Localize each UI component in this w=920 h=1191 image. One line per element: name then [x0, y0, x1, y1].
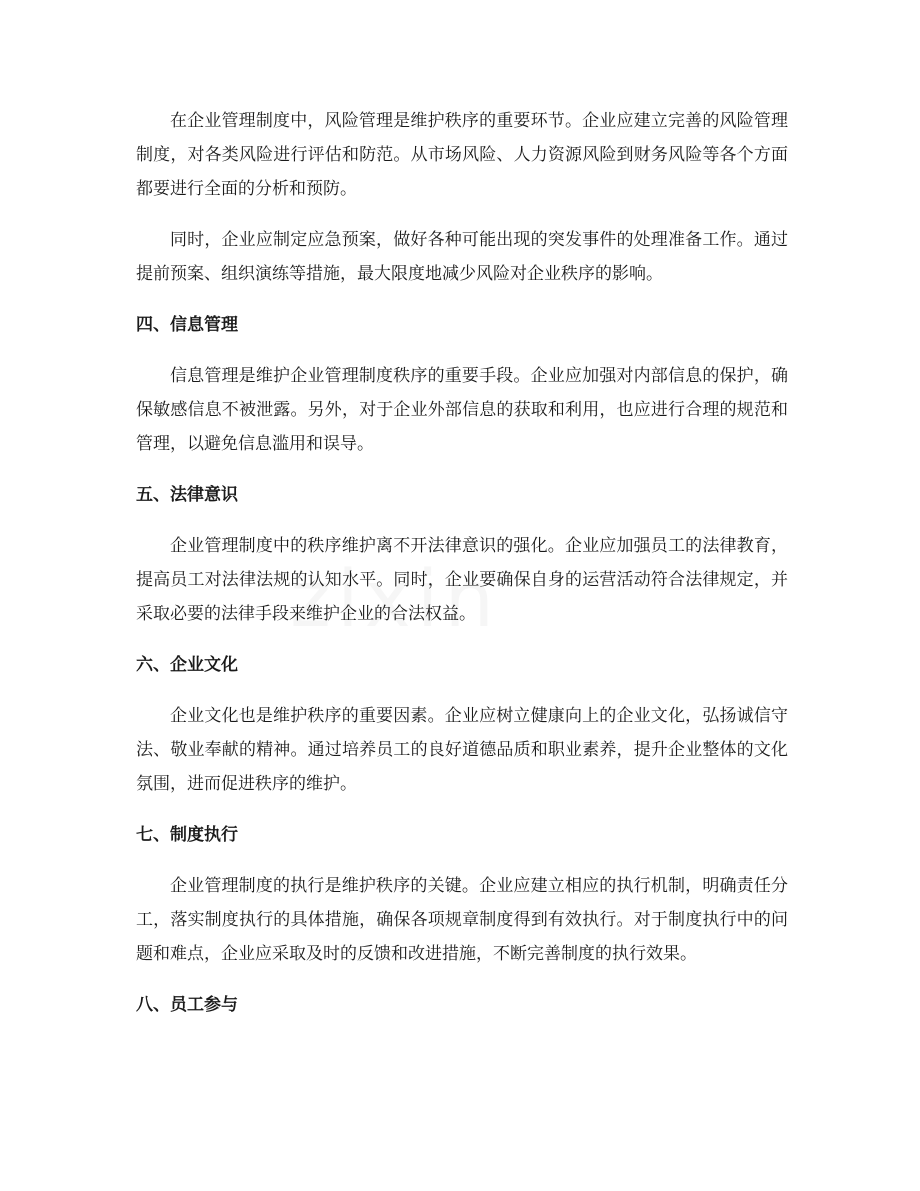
paragraph-legal-awareness: 企业管理制度中的秩序维护离不开法律意识的强化。企业应加强员工的法律教育，提高员工对法律法规的认知水平。同时，企业要确保自身的运营活动符合法律规定，并采取必要的法律手段来维护企业的合法权益。 [136, 536, 788, 624]
paragraph-information-management: 信息管理是维护企业管理制度秩序的重要手段。企业应加强对内部信息的保护，确保敏感信息不被泄露。另外，对于企业外部信息的获取和利用，也应进行合理的规范和管理，以避免信息滥用和误导。 [136, 366, 788, 454]
paragraph-risk-management: 在企业管理制度中，风险管理是维护秩序的重要环节。企业应建立完善的风险管理制度，对各类风险进行评估和防范。从市场风险、人力资源风险到财务风险等各个方面都要进行全面的分析和预防。 [136, 111, 788, 199]
heading-information-management: 四、信息管理 [136, 315, 238, 335]
heading-legal-awareness: 五、法律意识 [136, 485, 238, 505]
heading-system-execution: 七、制度执行 [136, 825, 238, 845]
paragraph-corporate-culture: 企业文化也是维护秩序的重要因素。企业应树立健康向上的企业文化，弘扬诚信守法、敬业奉献的精神。通过培养员工的良好道德品质和职业素养，提升企业整体的文化氛围，进而促进秩序的维护。 [136, 706, 788, 794]
paragraph-emergency-plan: 同时，企业应制定应急预案，做好各种可能出现的突发事件的处理准备工作。通过提前预案、组织演练等措施，最大限度地减少风险对企业秩序的影响。 [136, 230, 788, 284]
paragraph-system-execution: 企业管理制度的执行是维护秩序的关键。企业应建立相应的执行机制，明确责任分工，落实制度执行的具体措施，确保各项规章制度得到有效执行。对于制度执行中的问题和难点，企业应采取及时的反馈和改进措施，不断完善制度的执行效果。 [136, 876, 788, 964]
heading-employee-participation: 八、员工参与 [136, 995, 238, 1015]
heading-corporate-culture: 六、企业文化 [136, 655, 238, 675]
document-body [136, 104, 788, 1039]
